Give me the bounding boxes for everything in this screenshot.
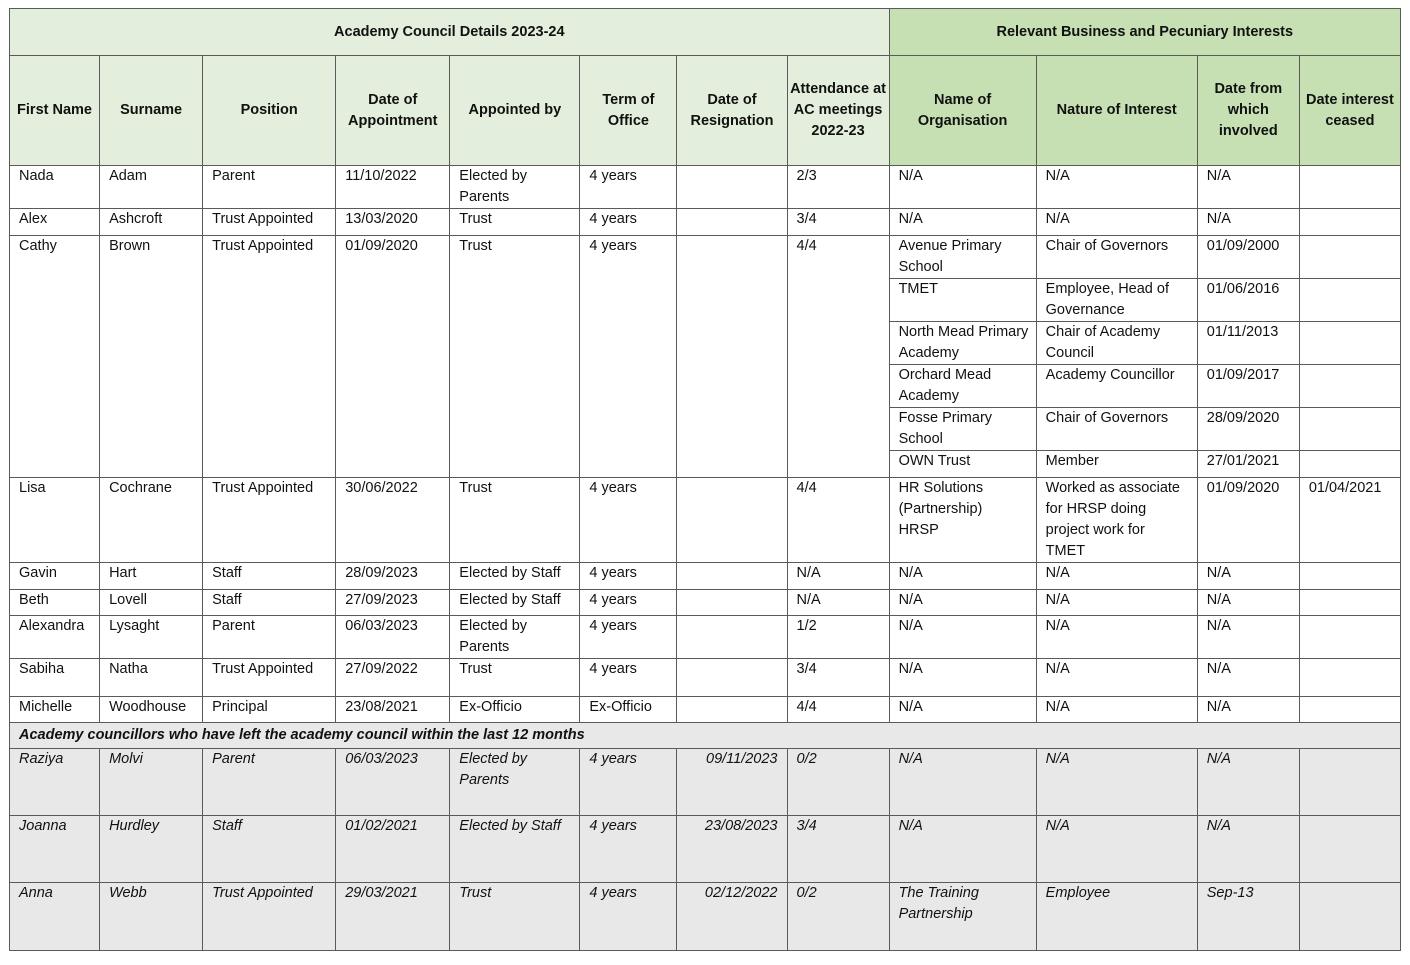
- organisation-cell: N/A: [889, 209, 1036, 236]
- first-name-cell: Joanna: [10, 816, 100, 883]
- surname-cell: Lovell: [100, 590, 203, 616]
- col-header-date-from: Date from which involved: [1197, 56, 1299, 166]
- resignation-date-cell: 09/11/2023: [677, 749, 787, 816]
- position-cell: Principal: [203, 697, 336, 723]
- appointed-by-cell: Elected by Staff: [450, 563, 580, 590]
- date-from-cell: N/A: [1197, 749, 1299, 816]
- organisation-cell: Orchard Mead Academy: [889, 365, 1036, 408]
- table-row: [10, 659, 1401, 697]
- table-row: [10, 209, 1401, 236]
- organisation-cell: North Mead Primary Academy: [889, 322, 1036, 365]
- first-name-cell: Raziya: [10, 749, 100, 816]
- date-from-cell: N/A: [1197, 590, 1299, 616]
- table-row: [10, 590, 1401, 616]
- nature-cell: N/A: [1036, 209, 1197, 236]
- term-cell: 4 years: [580, 590, 677, 616]
- date-from-cell: 01/09/2000: [1197, 236, 1299, 279]
- date-ceased-cell: [1299, 279, 1400, 322]
- nature-cell: N/A: [1036, 590, 1197, 616]
- term-cell: 4 years: [580, 209, 677, 236]
- attendance-cell: 0/2: [787, 883, 889, 951]
- col-header-organisation: Name of Organisation: [889, 56, 1036, 166]
- table-row: [10, 563, 1401, 590]
- attendance-cell: N/A: [787, 590, 889, 616]
- col-header-attendance: Attendance at AC meetings 2022-23: [787, 56, 889, 166]
- surname-cell: Cochrane: [100, 478, 203, 563]
- date-from-cell: 01/11/2013: [1197, 322, 1299, 365]
- appointment-date-cell: 11/10/2022: [336, 166, 450, 209]
- date-ceased-cell: [1299, 749, 1400, 816]
- position-cell: Parent: [203, 166, 336, 209]
- date-from-cell: 27/01/2021: [1197, 451, 1299, 478]
- table-row: [10, 749, 1401, 816]
- resignation-date-cell: 23/08/2023: [677, 816, 787, 883]
- organisation-cell: N/A: [889, 816, 1036, 883]
- first-name-cell: Alexandra: [10, 616, 100, 659]
- table-row: [10, 697, 1401, 723]
- attendance-cell: 3/4: [787, 209, 889, 236]
- position-cell: Trust Appointed: [203, 478, 336, 563]
- first-name-cell: Alex: [10, 209, 100, 236]
- position-cell: Parent: [203, 616, 336, 659]
- appointed-by-cell: Elected by Staff: [450, 816, 580, 883]
- date-ceased-cell: [1299, 883, 1400, 951]
- date-ceased-cell: [1299, 166, 1400, 209]
- nature-cell: N/A: [1036, 563, 1197, 590]
- interests-header: Relevant Business and Pecuniary Interests: [889, 9, 1400, 56]
- appointed-by-cell: Trust: [450, 236, 580, 478]
- date-ceased-cell: 01/04/2021: [1299, 478, 1400, 563]
- organisation-cell: HR Solutions (Partnership) HRSP: [889, 478, 1036, 563]
- surname-cell: Ashcroft: [100, 209, 203, 236]
- date-from-cell: 01/09/2017: [1197, 365, 1299, 408]
- attendance-cell: N/A: [787, 563, 889, 590]
- surname-cell: Natha: [100, 659, 203, 697]
- position-cell: Staff: [203, 563, 336, 590]
- attendance-cell: 3/4: [787, 816, 889, 883]
- first-name-cell: Michelle: [10, 697, 100, 723]
- organisation-cell: N/A: [889, 590, 1036, 616]
- col-header-nature-of-interest: Nature of Interest: [1036, 56, 1197, 166]
- appointed-by-cell: Trust: [450, 209, 580, 236]
- appointment-date-cell: 30/06/2022: [336, 478, 450, 563]
- appointed-by-cell: Elected by Parents: [450, 166, 580, 209]
- organisation-cell: Fosse Primary School: [889, 408, 1036, 451]
- appointment-date-cell: 01/02/2021: [336, 816, 450, 883]
- date-from-cell: 28/09/2020: [1197, 408, 1299, 451]
- date-from-cell: N/A: [1197, 563, 1299, 590]
- date-from-cell: 01/09/2020: [1197, 478, 1299, 563]
- date-from-cell: 01/06/2016: [1197, 279, 1299, 322]
- position-cell: Staff: [203, 590, 336, 616]
- term-cell: 4 years: [580, 166, 677, 209]
- organisation-cell: The Training Partnership: [889, 883, 1036, 951]
- term-cell: 4 years: [580, 563, 677, 590]
- nature-cell: Chair of Academy Council: [1036, 322, 1197, 365]
- first-name-cell: Anna: [10, 883, 100, 951]
- resignation-date-cell: [677, 697, 787, 723]
- first-name-cell: Cathy: [10, 236, 100, 478]
- attendance-cell: 1/2: [787, 616, 889, 659]
- academy-council-table: [9, 8, 1401, 951]
- attendance-cell: 4/4: [787, 697, 889, 723]
- resignation-date-cell: [677, 166, 787, 209]
- resignation-date-cell: [677, 616, 787, 659]
- nature-cell: Academy Councillor: [1036, 365, 1197, 408]
- date-ceased-cell: [1299, 816, 1400, 883]
- organisation-cell: N/A: [889, 166, 1036, 209]
- appointment-date-cell: 13/03/2020: [336, 209, 450, 236]
- term-cell: 4 years: [580, 749, 677, 816]
- organisation-cell: Avenue Primary School: [889, 236, 1036, 279]
- date-from-cell: Sep-13: [1197, 883, 1299, 951]
- surname-cell: Brown: [100, 236, 203, 478]
- first-name-cell: Nada: [10, 166, 100, 209]
- date-from-cell: N/A: [1197, 209, 1299, 236]
- resignation-date-cell: 02/12/2022: [677, 883, 787, 951]
- appointed-by-cell: Ex-Officio: [450, 697, 580, 723]
- position-cell: Trust Appointed: [203, 236, 336, 478]
- appointment-date-cell: 27/09/2023: [336, 590, 450, 616]
- term-cell: 4 years: [580, 883, 677, 951]
- date-ceased-cell: [1299, 590, 1400, 616]
- term-cell: 4 years: [580, 616, 677, 659]
- date-from-cell: N/A: [1197, 166, 1299, 209]
- date-ceased-cell: [1299, 365, 1400, 408]
- appointment-date-cell: 06/03/2023: [336, 749, 450, 816]
- term-cell: 4 years: [580, 236, 677, 478]
- col-header-position: Position: [203, 56, 336, 166]
- attendance-cell: 4/4: [787, 478, 889, 563]
- attendance-cell: 3/4: [787, 659, 889, 697]
- appointed-by-cell: Trust: [450, 478, 580, 563]
- organisation-cell: TMET: [889, 279, 1036, 322]
- term-cell: 4 years: [580, 816, 677, 883]
- surname-cell: Lysaght: [100, 616, 203, 659]
- table-row: [10, 616, 1401, 659]
- term-cell: Ex-Officio: [580, 697, 677, 723]
- table-row: [10, 883, 1401, 951]
- appointed-by-cell: Elected by Staff: [450, 590, 580, 616]
- first-name-cell: Lisa: [10, 478, 100, 563]
- appointed-by-cell: Trust: [450, 883, 580, 951]
- resignation-date-cell: [677, 236, 787, 478]
- first-name-cell: Sabiha: [10, 659, 100, 697]
- position-cell: Parent: [203, 749, 336, 816]
- col-header-date-of-resignation: Date of Resignation: [677, 56, 787, 166]
- date-ceased-cell: [1299, 659, 1400, 697]
- position-cell: Trust Appointed: [203, 883, 336, 951]
- resignation-date-cell: [677, 209, 787, 236]
- attendance-cell: 0/2: [787, 749, 889, 816]
- table-row: [10, 166, 1401, 209]
- resignation-date-cell: [677, 478, 787, 563]
- council-details-header: Academy Council Details 2023-24: [10, 9, 890, 56]
- attendance-cell: 4/4: [787, 236, 889, 478]
- nature-cell: Employee: [1036, 883, 1197, 951]
- first-name-cell: Gavin: [10, 563, 100, 590]
- organisation-cell: OWN Trust: [889, 451, 1036, 478]
- surname-cell: Woodhouse: [100, 697, 203, 723]
- surname-cell: Hurdley: [100, 816, 203, 883]
- nature-cell: N/A: [1036, 166, 1197, 209]
- first-name-cell: Beth: [10, 590, 100, 616]
- appointed-by-cell: Elected by Parents: [450, 749, 580, 816]
- col-header-first-name: First Name: [10, 56, 100, 166]
- nature-cell: Worked as associate for HRSP doing project work for TMET: [1036, 478, 1197, 563]
- surname-cell: Webb: [100, 883, 203, 951]
- date-ceased-cell: [1299, 408, 1400, 451]
- table-row: [10, 816, 1401, 883]
- col-header-date-of-appointment: Date of Appointment: [336, 56, 450, 166]
- nature-cell: N/A: [1036, 816, 1197, 883]
- past-councillors-section-label: Academy councillors who have left the academy council within the last 12 months: [10, 723, 1401, 749]
- term-cell: 4 years: [580, 478, 677, 563]
- appointment-date-cell: 27/09/2022: [336, 659, 450, 697]
- surname-cell: Hart: [100, 563, 203, 590]
- nature-cell: N/A: [1036, 659, 1197, 697]
- col-header-appointed-by: Appointed by: [450, 56, 580, 166]
- organisation-cell: N/A: [889, 749, 1036, 816]
- date-from-cell: N/A: [1197, 616, 1299, 659]
- nature-cell: Chair of Governors: [1036, 236, 1197, 279]
- position-cell: Staff: [203, 816, 336, 883]
- date-ceased-cell: [1299, 616, 1400, 659]
- date-ceased-cell: [1299, 236, 1400, 279]
- appointed-by-cell: Trust: [450, 659, 580, 697]
- position-cell: Trust Appointed: [203, 209, 336, 236]
- col-header-date-ceased: Date interest ceased: [1299, 56, 1400, 166]
- resignation-date-cell: [677, 563, 787, 590]
- appointment-date-cell: 29/03/2021: [336, 883, 450, 951]
- date-ceased-cell: [1299, 322, 1400, 365]
- term-cell: 4 years: [580, 659, 677, 697]
- nature-cell: Employee, Head of Governance: [1036, 279, 1197, 322]
- appointed-by-cell: Elected by Parents: [450, 616, 580, 659]
- col-header-surname: Surname: [100, 56, 203, 166]
- appointment-date-cell: 01/09/2020: [336, 236, 450, 478]
- appointment-date-cell: 28/09/2023: [336, 563, 450, 590]
- date-ceased-cell: [1299, 697, 1400, 723]
- table-row: [10, 478, 1401, 563]
- col-header-term-of-office: Term of Office: [580, 56, 677, 166]
- date-from-cell: N/A: [1197, 697, 1299, 723]
- date-from-cell: N/A: [1197, 659, 1299, 697]
- nature-cell: N/A: [1036, 749, 1197, 816]
- organisation-cell: N/A: [889, 659, 1036, 697]
- date-ceased-cell: [1299, 451, 1400, 478]
- date-ceased-cell: [1299, 209, 1400, 236]
- position-cell: Trust Appointed: [203, 659, 336, 697]
- nature-cell: N/A: [1036, 697, 1197, 723]
- date-ceased-cell: [1299, 563, 1400, 590]
- resignation-date-cell: [677, 590, 787, 616]
- organisation-cell: N/A: [889, 697, 1036, 723]
- attendance-cell: 2/3: [787, 166, 889, 209]
- date-from-cell: N/A: [1197, 816, 1299, 883]
- appointment-date-cell: 23/08/2021: [336, 697, 450, 723]
- table-row: [10, 236, 1401, 279]
- nature-cell: Member: [1036, 451, 1197, 478]
- organisation-cell: N/A: [889, 563, 1036, 590]
- nature-cell: N/A: [1036, 616, 1197, 659]
- surname-cell: Adam: [100, 166, 203, 209]
- resignation-date-cell: [677, 659, 787, 697]
- nature-cell: Chair of Governors: [1036, 408, 1197, 451]
- surname-cell: Molvi: [100, 749, 203, 816]
- appointment-date-cell: 06/03/2023: [336, 616, 450, 659]
- organisation-cell: N/A: [889, 616, 1036, 659]
